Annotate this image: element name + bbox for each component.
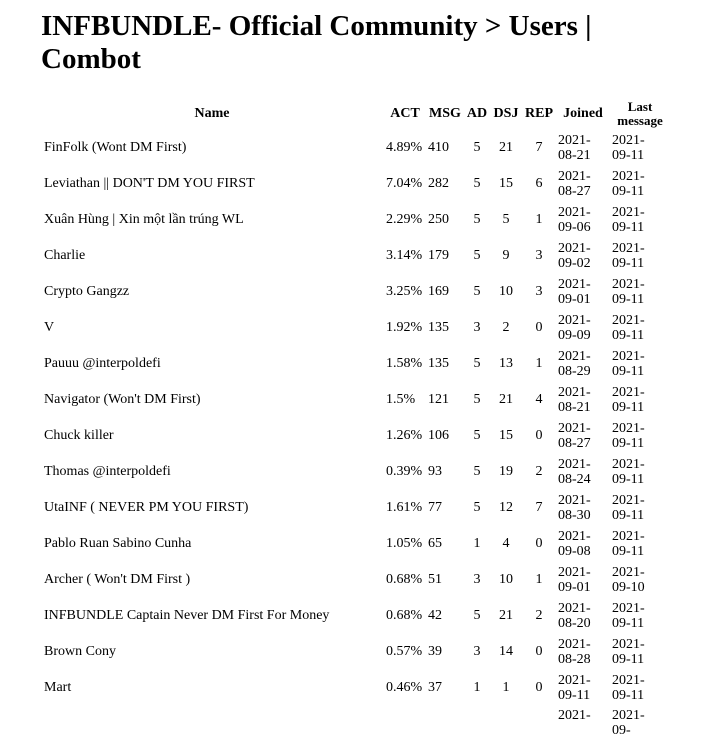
- col-header-name[interactable]: Name: [194, 106, 230, 121]
- cell-rep: 6: [535, 176, 543, 191]
- cell-act: 0.68%: [386, 572, 423, 587]
- table-row: [40, 310, 670, 346]
- cell-act: 0.39%: [386, 464, 423, 479]
- cell-act: 0.68%: [386, 608, 423, 623]
- cell-rep: 1: [535, 212, 543, 227]
- cell-rep: 7: [535, 140, 543, 155]
- cell-act: 2.29%: [386, 212, 423, 227]
- cell-msg: 250: [428, 212, 449, 227]
- cell-ad: 3: [473, 320, 481, 335]
- col-header-dsj[interactable]: DSJ: [493, 106, 519, 121]
- cell-joined: 2021- 08-20: [558, 601, 591, 631]
- cell-dsj: 21: [499, 140, 513, 155]
- cell-ad: [464, 706, 490, 740]
- cell-ad: 5: [473, 608, 481, 623]
- cell-name[interactable]: UtaINF ( NEVER PM YOU FIRST): [44, 500, 249, 515]
- cell-dsj: 10: [499, 284, 513, 299]
- cell-msg: 51: [428, 572, 442, 587]
- table-body: [40, 130, 670, 740]
- cell-dsj: 5: [502, 212, 510, 227]
- cell-dsj: 12: [499, 500, 513, 515]
- cell-name[interactable]: Brown Cony: [44, 644, 116, 659]
- cell-act: 1.26%: [386, 428, 423, 443]
- cell-name[interactable]: FinFolk (Wont DM First): [44, 140, 187, 155]
- cell-ad: 3: [473, 572, 481, 587]
- cell-last-message: 2021- 09-11: [612, 385, 645, 415]
- cell-last-message: 2021- 09-11: [612, 529, 645, 559]
- col-header-last-message[interactable]: Last message: [617, 99, 663, 128]
- cell-dsj: 4: [502, 536, 510, 551]
- page-title: INFBUNDLE- Official Community > Users | Combot: [41, 10, 592, 75]
- cell-ad: 1: [473, 680, 481, 695]
- cell-name[interactable]: Pauuu @interpoldefi: [44, 356, 161, 371]
- cell-act: 3.25%: [386, 284, 423, 299]
- col-header-ad[interactable]: AD: [466, 106, 488, 121]
- cell-last-message: 2021- 09-11: [612, 421, 645, 451]
- table-row: [40, 526, 670, 562]
- table-row: [40, 202, 670, 238]
- cell-joined: 2021- 09-06: [558, 205, 591, 235]
- cell-name[interactable]: Thomas @interpoldefi: [44, 464, 171, 479]
- cell-msg: 135: [428, 320, 449, 335]
- cell-last-message: 2021- 09-10: [612, 565, 645, 595]
- cell-dsj: 10: [499, 572, 513, 587]
- cell-last-message: 2021- 09-11: [612, 457, 645, 487]
- table-row: [40, 130, 670, 166]
- cell-msg: 39: [428, 644, 442, 659]
- cell-msg: [426, 706, 464, 740]
- cell-ad: 5: [473, 176, 481, 191]
- cell-last-message: 2021- 09-11: [612, 349, 645, 379]
- cell-msg: 106: [428, 428, 449, 443]
- cell-joined: 2021- 09-01: [558, 277, 591, 307]
- cell-msg: 169: [428, 284, 449, 299]
- cell-ad: 5: [473, 356, 481, 371]
- cell-dsj: 2: [502, 320, 510, 335]
- cell-ad: 5: [473, 212, 481, 227]
- cell-ad: 5: [473, 464, 481, 479]
- cell-last-message: 2021- 09-: [612, 708, 645, 738]
- cell-act: [384, 706, 426, 740]
- cell-dsj: 21: [499, 608, 513, 623]
- cell-act: 7.04%: [386, 176, 423, 191]
- cell-name[interactable]: Navigator (Won't DM First): [44, 392, 201, 407]
- cell-name[interactable]: Chuck killer: [44, 428, 114, 443]
- table-row: [40, 706, 670, 740]
- cell-rep: 2: [535, 608, 543, 623]
- cell-rep: 0: [535, 428, 543, 443]
- cell-ad: 1: [473, 536, 481, 551]
- cell-rep: 0: [535, 536, 543, 551]
- cell-last-message: 2021- 09-11: [612, 169, 645, 199]
- cell-rep: [522, 706, 556, 740]
- cell-joined: 2021- 09-02: [558, 241, 591, 271]
- cell-joined: 2021- 09-01: [558, 565, 591, 595]
- cell-name[interactable]: Crypto Gangzz: [44, 284, 130, 299]
- cell-last-message: 2021- 09-11: [612, 277, 645, 307]
- cell-msg: 93: [428, 464, 442, 479]
- cell-rep: 4: [535, 392, 543, 407]
- cell-ad: 5: [473, 140, 481, 155]
- cell-last-message: 2021- 09-11: [612, 601, 645, 631]
- table-row: [40, 166, 670, 202]
- table-row: [40, 454, 670, 490]
- table-row: [40, 346, 670, 382]
- cell-dsj: 9: [502, 248, 510, 263]
- cell-rep: 2: [535, 464, 543, 479]
- cell-joined: 2021- 08-29: [558, 349, 591, 379]
- cell-name[interactable]: Mart: [44, 680, 72, 695]
- cell-msg: 410: [428, 140, 449, 155]
- cell-name[interactable]: INFBUNDLE Captain Never DM First For Money: [44, 608, 330, 623]
- col-header-joined[interactable]: Joined: [563, 106, 603, 121]
- cell-name[interactable]: Archer ( Won't DM First ): [44, 572, 191, 587]
- table-row: [40, 670, 670, 706]
- cell-dsj: 15: [499, 176, 513, 191]
- cell-rep: 0: [535, 644, 543, 659]
- cell-last-message: 2021- 09-11: [612, 313, 645, 343]
- cell-joined: 2021- 08-27: [558, 421, 591, 451]
- cell-ad: 5: [473, 500, 481, 515]
- cell-dsj: 13: [499, 356, 513, 371]
- cell-joined: 2021- 09-08: [558, 529, 591, 559]
- cell-joined: 2021- 09-11: [558, 673, 591, 703]
- table-row: [40, 490, 670, 526]
- cell-act: 1.92%: [386, 320, 423, 335]
- cell-dsj: 1: [502, 680, 510, 695]
- col-header-act[interactable]: ACT: [390, 106, 420, 121]
- cell-joined: 2021- 08-21: [558, 133, 591, 163]
- cell-act: 0.46%: [386, 680, 423, 695]
- cell-ad: 5: [473, 392, 481, 407]
- cell-ad: 5: [473, 284, 481, 299]
- cell-dsj: 15: [499, 428, 513, 443]
- cell-act: 4.89%: [386, 140, 423, 155]
- cell-rep: 0: [535, 320, 543, 335]
- cell-dsj: 14: [499, 644, 513, 659]
- table-row: [40, 418, 670, 454]
- cell-last-message: 2021- 09-11: [612, 637, 645, 667]
- table-header-row: [40, 98, 670, 130]
- cell-joined: 2021- 08-21: [558, 385, 591, 415]
- cell-joined: 2021- 08-28: [558, 637, 591, 667]
- cell-last-message: 2021- 09-11: [612, 133, 645, 163]
- table-row: [40, 238, 670, 274]
- cell-act: 1.61%: [386, 500, 423, 515]
- cell-last-message: 2021- 09-11: [612, 205, 645, 235]
- cell-last-message: 2021- 09-11: [612, 493, 645, 523]
- cell-ad: 5: [473, 428, 481, 443]
- cell-joined: 2021- 08-27: [558, 169, 591, 199]
- cell-ad: 3: [473, 644, 481, 659]
- cell-name[interactable]: Charlie: [44, 248, 86, 263]
- cell-name[interactable]: Pablo Ruan Sabino Cunha: [44, 536, 192, 551]
- cell-joined: 2021- 09-09: [558, 313, 591, 343]
- cell-msg: 37: [428, 680, 442, 695]
- users-table: [40, 98, 670, 740]
- cell-rep: 7: [535, 500, 543, 515]
- cell-name[interactable]: Leviathan || DON'T DM YOU FIRST: [44, 176, 255, 191]
- cell-act: 1.5%: [386, 392, 416, 407]
- cell-name[interactable]: [40, 706, 384, 740]
- table-row: [40, 562, 670, 598]
- cell-joined: 2021- 08-30: [558, 493, 591, 523]
- cell-last-message: 2021- 09-11: [612, 241, 645, 271]
- col-header-rep[interactable]: REP: [525, 106, 553, 121]
- cell-act: 1.58%: [386, 356, 423, 371]
- cell-msg: 121: [428, 392, 449, 407]
- table-row: [40, 634, 670, 670]
- cell-dsj: [490, 706, 522, 740]
- cell-msg: 179: [428, 248, 449, 263]
- cell-msg: 282: [428, 176, 449, 191]
- cell-act: 1.05%: [386, 536, 423, 551]
- cell-dsj: 21: [499, 392, 513, 407]
- cell-name[interactable]: Xuân Hùng | Xin một lần trúng WL: [44, 212, 244, 227]
- cell-msg: 77: [428, 500, 442, 515]
- table-row: [40, 274, 670, 310]
- cell-rep: 3: [535, 284, 543, 299]
- col-header-msg[interactable]: MSG: [429, 106, 461, 121]
- cell-joined: 2021-: [558, 708, 591, 723]
- cell-act: 3.14%: [386, 248, 423, 263]
- cell-joined: 2021- 08-24: [558, 457, 591, 487]
- cell-name[interactable]: V: [44, 320, 55, 335]
- cell-rep: 1: [535, 356, 543, 371]
- cell-rep: 1: [535, 572, 543, 587]
- cell-ad: 5: [473, 248, 481, 263]
- cell-rep: 3: [535, 248, 543, 263]
- cell-act: 0.57%: [386, 644, 423, 659]
- cell-rep: 0: [535, 680, 543, 695]
- table-row: [40, 382, 670, 418]
- cell-dsj: 19: [499, 464, 513, 479]
- cell-msg: 135: [428, 356, 449, 371]
- cell-msg: 42: [428, 608, 442, 623]
- table-row: [40, 598, 670, 634]
- cell-msg: 65: [428, 536, 442, 551]
- cell-last-message: 2021- 09-11: [612, 673, 645, 703]
